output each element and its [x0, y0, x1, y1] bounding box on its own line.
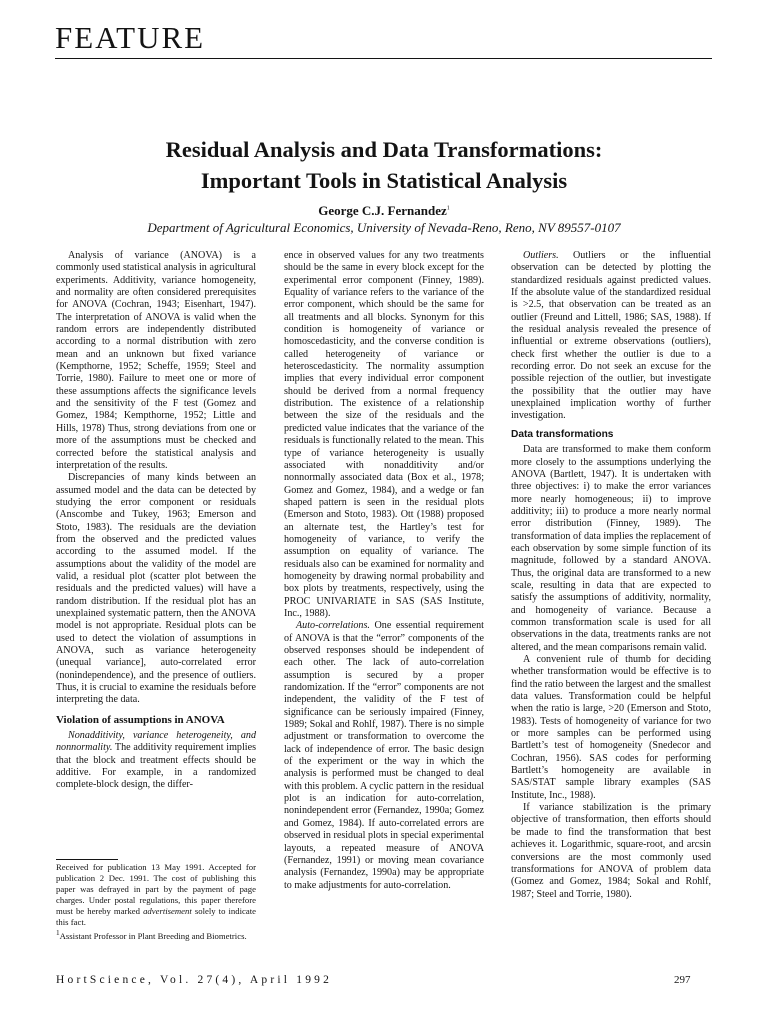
paragraph: A convenient rule of thumb for deciding whether transformation would be effective is to find the ratio between the largest and the smallest data values. Transformation could be helpful when the ratio is large, >20 (Emerson and Stoto, 1983). Tests of homogeneity of variance for two or more samples can be performed using Bartlett’s test of homogeneity (Snedecor and Cochran, 1956). SAS codes for performing Bartlett’s homogeneity are available in SAS/STAT sample library examples (SAS Institute, Inc., 1988). — [511, 654, 711, 801]
title-line-2: Important Tools in Statistical Analysis — [200, 168, 568, 193]
footnote-received — [56, 862, 256, 928]
footnote-text: Received for publication 13 May 1991. Accepted for publication 2 Dec. 1991. The cost of publishing this paper was defrayed in part by the payment of page charges. Under postal regulations, this paper therefore must be hereby marked — [56, 862, 256, 916]
paragraph-text: One essential requirement of ANOVA is that the “error” components of the observed responses should be independent of each other. The lack of auto-correlation assumption is secured by a proper randomization. If the “error” components are not independent, the validity of the F test of significance can be seriously impaired (Finney, 1989; Sokal and Rohlf, 1987). There is no simple adjustment or transformation to overcome the lack of independence of error. The basic design of the experiment or the way in which the analysis is performed must be changed to deal with this problem. A cyclic pattern in the residual plot is an indication for auto-correlation, nonindependent error (Fernandez, 1990a; Gomez and Gomez, 1984). If auto-correlated errors are observed in residual plots in special experimental layouts, a repeated measure of ANOVA (Fernandez, 1991) or moving mean covariance analysis (Fernandez, 1990a) may be appropriate to make adjustments for auto-correlation. — [284, 620, 484, 891]
run-in-heading: Outliers. — [523, 250, 559, 261]
paragraph: If variance stabilization is the primary objective of transformation, then efforts should be made to find the transformation that best achieves it. Logarithmic, square-root, and arcsin conversions are the most commonly used transformations for ANOVA of problem data (Gomez and Gomez, 1984; Sokal and Rohlf, 1987; Steel and Torrie, 1980). — [511, 802, 711, 900]
footnote-mark: 1 — [56, 929, 60, 937]
footnote-emphasis: advertisement — [143, 906, 192, 916]
paragraph — [511, 250, 711, 423]
footnotes — [56, 862, 256, 942]
footnote-text: solely to indicate this fact. — [56, 906, 257, 927]
author-name — [0, 203, 768, 219]
paragraph — [284, 620, 484, 892]
journal-citation: HortScience, Vol. 27(4), April 1992 — [56, 974, 333, 986]
paragraph-text: The additivity requirement implies that the block and treatment effects should be additive. For example, in a randomized complete-block design, the differ- — [56, 742, 256, 791]
footnote-text: Assistant Professor in Plant Breeding and Biometrics. — [59, 930, 247, 941]
column-2 — [284, 250, 484, 892]
author-footnote-mark: 1 — [446, 205, 450, 212]
title-line-1: Residual Analysis and Data Transformations: — [165, 137, 603, 162]
footnote-author — [56, 928, 256, 942]
column-1 — [56, 250, 256, 792]
author-affiliation: Department of Agricultural Economics, University of Nevada-Reno, Reno, NV 89557-0107 — [147, 220, 621, 235]
paragraph-text: Outliers or the influential observation can be detected by plotting the standardized residuals against predicted values. If the absolute value of the standardized residual is >2.5, that observation can be treated as an outlier (Freund and Littell, 1986; SAS, 1988). If the residual analysis revealed the presence of influential or extreme observations (outliers), check first whether the outlier is due to a recording error. Do not seek an excuse for the possible rejection of the outlier, but investigate the possibility that the outlier may have unexplained implication worthy of further investigation. — [511, 250, 711, 422]
section-heading: Data transformations — [511, 428, 614, 440]
author-name-text: George C.J. Fernandez — [318, 203, 447, 218]
section-heading: Violation of assumptions in ANOVA — [56, 713, 225, 726]
paragraph — [56, 730, 256, 792]
article-title — [0, 134, 768, 196]
paragraph: Data are transformed to make them conform more closely to the assumptions underlying the ANOVA (Bartlett, 1947). It is undertaken with three objectives: i) to make the error variances more nearly homogeneous; ii) to improve additivity; iii) to produce a more nearly normal error distribution (Finney, 1989). The transformation of data implies the replacement of each observation by some simple function of its magnitude, followed by a standard ANOVA. Thus, the original data are transformed to a new scale, resulting in data that are expected to satisfy the assumptions of additivity, normality, and homogeneity of variance. Because a common transformation scale is used for all observations in the data, treatments ranks are not altered, and the mean comparisons remain valid. — [511, 444, 711, 653]
paragraph: Discrepancies of many kinds between an assumed model and the data can be detected by studying the error component or residuals (Anscombe and Tukey, 1963; Emerson and Stoto, 1983). The residuals are the deviation from the observed and the predicted values according to the assumed model. If the assumptions about the validity of the model are valid, a residual plot (scatter plot between the residuals and the predicted values) will have a random distribution. If the residual plot has an unexplained systematic pattern, then the ANOVA model is not appropriate. Residual plots can be used to detect the violation of assumptions in ANOVA, such as variance heterogeneity (unequal variance], auto-correlated error (nonindependence), and the presence of outliers. Thus, it is crucial to examine the residuals before interpreting the data. — [56, 472, 256, 706]
footnote-rule — [56, 859, 118, 860]
paragraph: Analysis of variance (ANOVA) is a commonly used statistical analysis in agricultural experiments. Additivity, variance homogeneity, and normality are often considered prerequisites for ANOVA (Cochran, 1943; Eisenhart, 1947). The interpretation of ANOVA is valid when the random errors are independently distributed according to a normal distribution with zero mean and an unknown but fixed variance (Kempthorne, 1952; Scheffe, 1959; Steel and Torrie, 1980). Failure to meet one or more of these assumptions affects the significance levels and the sensitivity of the F test (Gomez and Gomez, 1984; Kempthorne, 1952; Little and Hills, 1978) Thus, strong deviations from one or more of the assumptions must be checked and corrected before the statistical analysis and interpretation of the results. — [56, 250, 256, 471]
paragraph: ence in observed values for any two treatments should be the same in every block except for the experimental error component (Finney, 1989). Equality of variance refers to the variance of the error component, which should be the same for all treatments and all blocks. Synonym for this condition is homogeneity of variance or homoscedasticity, and the converse condition is called heterogeneity of variance or heteroscedasticity. The normality assumption implies that every individual error component should be derived from a normal frequency distribution. The existence of a relationship between the size of the residuals and the predicted value indicates that the variance of the residuals is functionally related to the mean. This type of variance heterogeneity is usually associated with nonadditivity and/or nonnormally associated data (Box et al., 1978; Gomez and Gomez, 1984), and a wedge or fan shaped pattern is seen in the residual plots (Emerson and Stoto, 1983). Ott (1988) proposed an alternate test, the Hartley’s test for homogeneity of variance, to verify the assumption on equality of variance. The residuals also can be examined for normality and homogeneity by drawing normal probability and box plots by treatments, respectively, using the PROC UNIVARIATE in SAS (SAS Institute, Inc., 1988). — [284, 250, 484, 619]
header-rule — [55, 58, 712, 59]
column-3 — [511, 250, 711, 901]
run-in-heading: Nonadditivity, variance heterogeneity, and nonnormality. — [56, 730, 256, 754]
section-label: FEATURE — [55, 20, 206, 55]
page-number: 297 — [674, 974, 691, 986]
run-in-heading: Auto-correlations. — [296, 620, 370, 632]
